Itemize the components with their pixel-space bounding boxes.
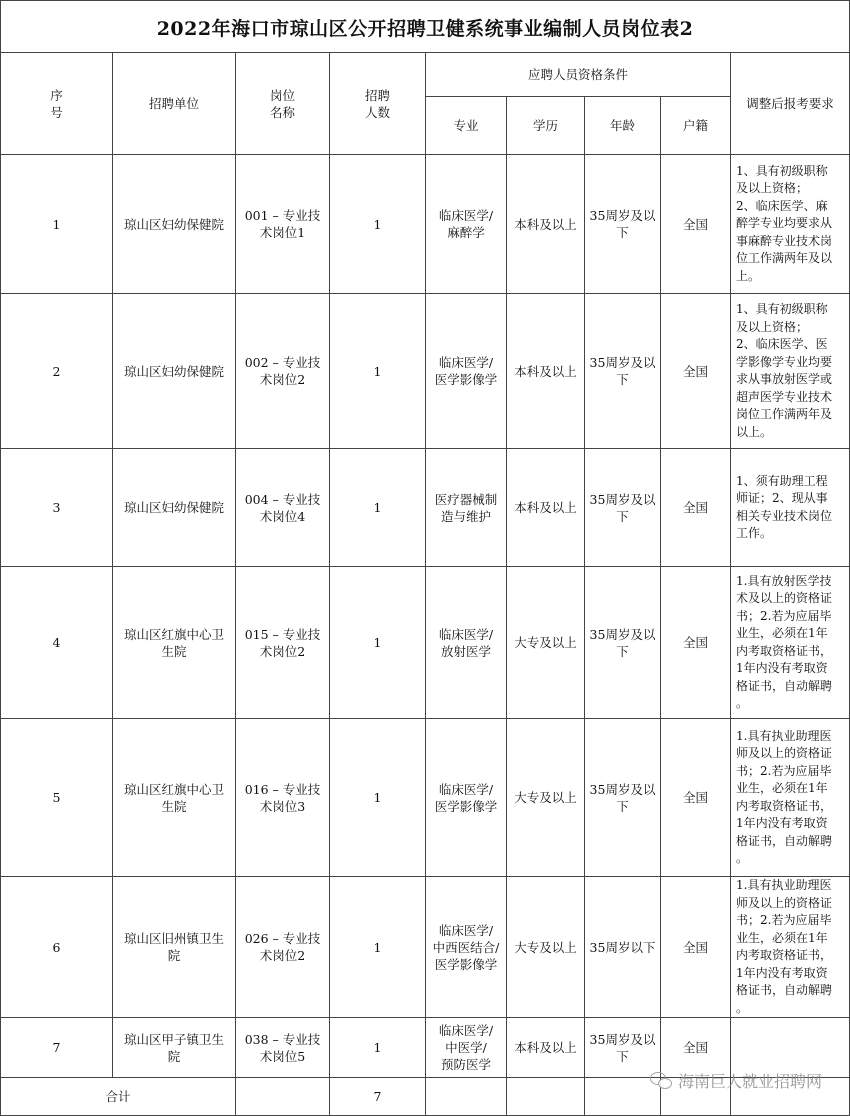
- cell-major: 临床医学/ 医学影像学: [426, 294, 507, 449]
- cell-post: 015 – 专业技 术岗位2: [236, 567, 330, 719]
- cell-count: 1: [330, 877, 426, 1018]
- header-hukou: 户籍: [661, 97, 731, 155]
- header-post: 岗位 名称: [236, 53, 330, 155]
- cell-hukou: 全国: [661, 877, 731, 1018]
- cell-hukou: 全国: [661, 1018, 731, 1078]
- cell-seq: 2: [1, 294, 113, 449]
- cell-count: 1: [330, 567, 426, 719]
- cell-age: 35周岁以下: [585, 877, 661, 1018]
- cell-age: 35周岁及以 下: [585, 449, 661, 567]
- cell-post: 026 – 专业技 术岗位2: [236, 877, 330, 1018]
- cell-unit: 琼山区妇幼保健院: [113, 449, 236, 567]
- cell-education: 本科及以上: [507, 1018, 585, 1078]
- cell-requirements: 1.具有执业助理医 师及以上的资格证 书；2.若为应届毕 业生，必须在1年 内考取资格证书， 1年内没有考取资 格证书，自动解聘 。: [731, 877, 850, 1018]
- cell-hukou: 全国: [661, 719, 731, 877]
- total-empty: [507, 1078, 585, 1116]
- cell-seq: 1: [1, 155, 113, 294]
- table-row: [1, 877, 850, 1018]
- cell-major: 临床医学/ 麻醉学: [426, 155, 507, 294]
- cell-education: 大专及以上: [507, 877, 585, 1018]
- cell-major: 临床医学/ 放射医学: [426, 567, 507, 719]
- cell-requirements: 1、具有初级职称 及以上资格； 2、临床医学、医 学影像学专业均要 求从事放射医学或 超声医学专业技术 岗位工作满两年及 以上。: [731, 294, 850, 449]
- cell-hukou: 全国: [661, 449, 731, 567]
- cell-hukou: 全国: [661, 567, 731, 719]
- cell-count: 1: [330, 155, 426, 294]
- table-row: [1, 155, 850, 294]
- cell-seq: 4: [1, 567, 113, 719]
- header-extra-requirements: 调整后报考要求: [731, 53, 850, 155]
- table-row: [1, 449, 850, 567]
- cell-unit: 琼山区妇幼保健院: [113, 294, 236, 449]
- table-row: [1, 719, 850, 877]
- cell-age: 35周岁及以 下: [585, 294, 661, 449]
- total-empty: [236, 1078, 330, 1116]
- cell-education: 大专及以上: [507, 567, 585, 719]
- watermark-text: 海南巨人就业招聘网: [677, 1072, 822, 1091]
- cell-count: 1: [330, 719, 426, 877]
- cell-age: 35周岁及以 下: [585, 567, 661, 719]
- cell-count: 1: [330, 449, 426, 567]
- header-unit: 招聘单位: [113, 53, 236, 155]
- cell-post: 002 – 专业技 术岗位2: [236, 294, 330, 449]
- header-education: 学历: [507, 97, 585, 155]
- cell-post: 001 – 专业技 术岗位1: [236, 155, 330, 294]
- cell-major: 医疗器械制 造与维护: [426, 449, 507, 567]
- header-count: 招聘 人数: [330, 53, 426, 155]
- cell-seq: 3: [1, 449, 113, 567]
- table-row: [1, 567, 850, 719]
- header-age: 年龄: [585, 97, 661, 155]
- cell-education: 本科及以上: [507, 449, 585, 567]
- cell-unit: 琼山区旧州镇卫生 院: [113, 877, 236, 1018]
- total-label: 合计: [1, 1078, 236, 1116]
- cell-age: 35周岁及以 下: [585, 719, 661, 877]
- cell-unit: 琼山区红旗中心卫 生院: [113, 567, 236, 719]
- total-count: 7: [330, 1078, 426, 1116]
- positions-table: [0, 52, 850, 1116]
- cell-seq: 6: [1, 877, 113, 1018]
- cell-education: 本科及以上: [507, 294, 585, 449]
- watermark: [650, 1069, 822, 1092]
- wechat-icon: [650, 1072, 672, 1090]
- cell-requirements: 1.具有放射医学技 术及以上的资格证 书；2.若为应届毕 业生，必须在1年 内考取资格证书， 1年内没有考取资 格证书，自动解聘 。: [731, 567, 850, 719]
- header-row-top: [1, 53, 850, 97]
- cell-requirements: 1、具有初级职称 及以上资格； 2、临床医学、麻 醉学专业均要求从 事麻醉专业技术岗 位工作满两年及以 上。: [731, 155, 850, 294]
- header-major: 专业: [426, 97, 507, 155]
- cell-post: 004 – 专业技 术岗位4: [236, 449, 330, 567]
- cell-unit: 琼山区妇幼保健院: [113, 155, 236, 294]
- cell-age: 35周岁及以 下: [585, 155, 661, 294]
- cell-count: 1: [330, 294, 426, 449]
- cell-requirements: 1.具有执业助理医 师及以上的资格证 书；2.若为应届毕 业生，必须在1年 内考取资格证书， 1年内没有考取资 格证书，自动解聘 。: [731, 719, 850, 877]
- cell-major: 临床医学/ 中西医结合/ 医学影像学: [426, 877, 507, 1018]
- cell-post: 038 – 专业技 术岗位5: [236, 1018, 330, 1078]
- cell-major: 临床医学/ 医学影像学: [426, 719, 507, 877]
- cell-seq: 7: [1, 1018, 113, 1078]
- cell-education: 大专及以上: [507, 719, 585, 877]
- cell-education: 本科及以上: [507, 155, 585, 294]
- header-qualifications: 应聘人员资格条件: [426, 53, 731, 97]
- cell-count: 1: [330, 1018, 426, 1078]
- cell-post: 016 – 专业技 术岗位3: [236, 719, 330, 877]
- page-title: 2022年海口市琼山区公开招聘卫健系统事业编制人员岗位表2: [0, 0, 850, 53]
- cell-hukou: 全国: [661, 294, 731, 449]
- cell-age: 35周岁及以 下: [585, 1018, 661, 1078]
- header-seq: 序 号: [1, 53, 113, 155]
- total-empty: [426, 1078, 507, 1116]
- table-row: [1, 294, 850, 449]
- cell-unit: 琼山区甲子镇卫生 院: [113, 1018, 236, 1078]
- cell-major: 临床医学/ 中医学/ 预防医学: [426, 1018, 507, 1078]
- cell-requirements: 1、须有助理工程 师证；2、现从事 相关专业技术岗位 工作。: [731, 449, 850, 567]
- cell-hukou: 全国: [661, 155, 731, 294]
- cell-unit: 琼山区红旗中心卫 生院: [113, 719, 236, 877]
- cell-seq: 5: [1, 719, 113, 877]
